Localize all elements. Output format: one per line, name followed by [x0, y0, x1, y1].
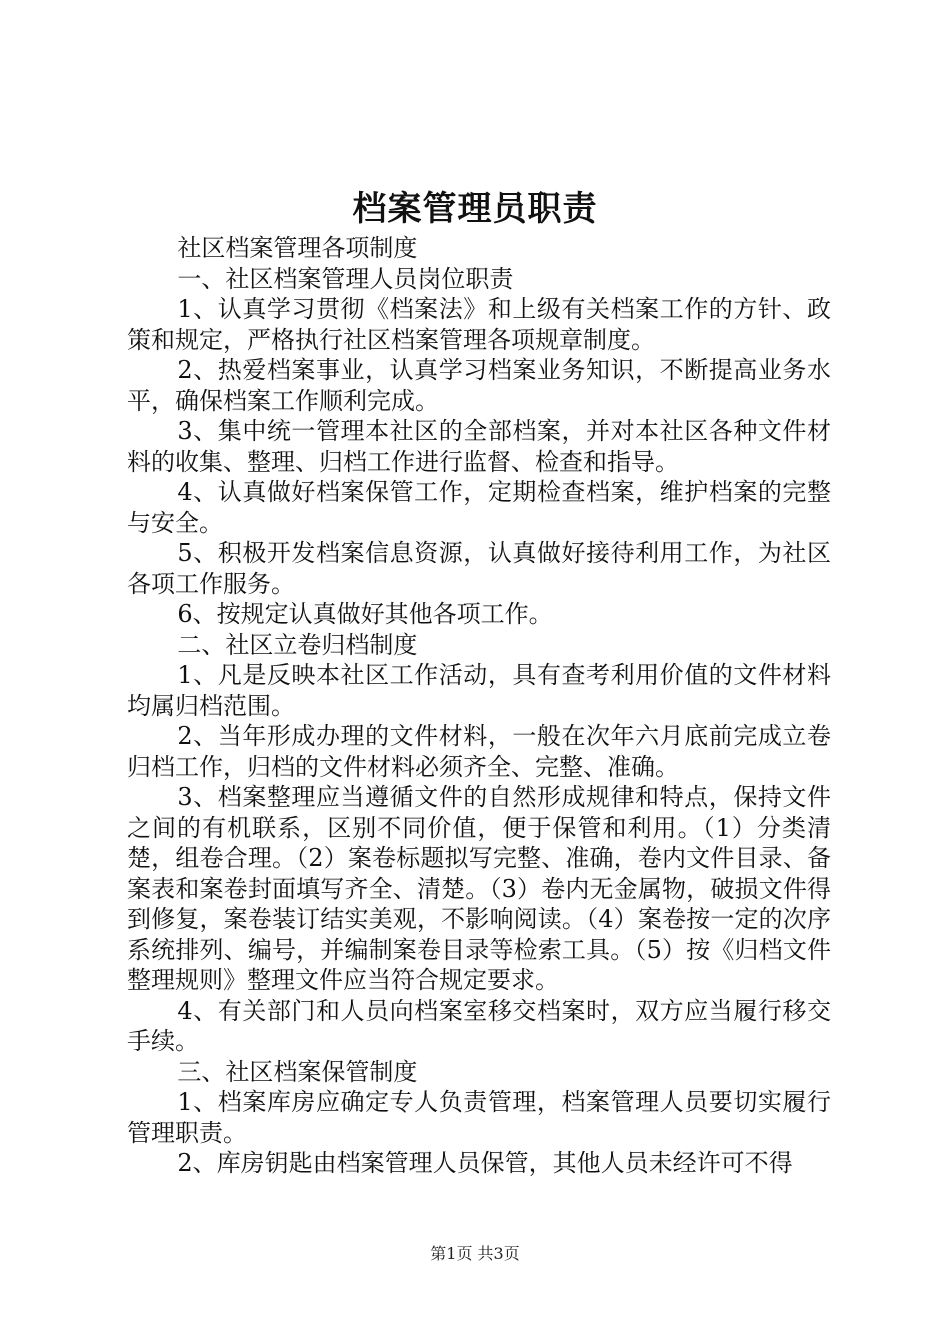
- paragraph-heading-system: 社区档案管理各项制度: [177, 234, 418, 262]
- paragraph: 2、热爱档案事业，认真学习档案业务知识，不断提高业务水平，确保档案工作顺利完成。: [127, 356, 831, 415]
- document-title: 档案管理员职责: [352, 189, 598, 229]
- section-heading-2: 二、社区立卷归档制度: [177, 630, 418, 659]
- page-footer: 第1页 共3页: [430, 1244, 520, 1263]
- section-heading-3: 三、社区档案保管制度: [177, 1057, 418, 1086]
- paragraph: 3、档案整理应当遵循文件的自然形成规律和特点，保持文件之间的有机联系，区别不同价值，便于保管和利用。（1）分类清楚，组卷合理。（2）案卷标题拟写完整、准确，卷内文件目录、备案表和案卷封面填写齐全、清楚。（3）卷内无金属物，破损文件得到修复，案卷装订结实美观，不影响阅读。（4）案卷按一定的次序系统排列、编号，并编制案卷目录等检索工具。（5）按《归档文件整理规则》整理文件应当符合规定要求。: [127, 783, 831, 994]
- paragraph: 4、有关部门和人员向档案室移交档案时，双方应当履行移交手续。: [127, 996, 831, 1055]
- section-heading-1: 一、社区档案管理人员岗位职责: [177, 264, 514, 293]
- paragraph: 1、档案库房应确定专人负责管理，档案管理人员要切实履行管理职责。: [127, 1088, 831, 1147]
- paragraph: 1、认真学习贯彻《档案法》和上级有关档案工作的方针、政策和规定，严格执行社区档案管理各项规章制度。: [127, 295, 831, 354]
- paragraph: 4、认真做好档案保管工作，定期检查档案，维护档案的完整与安全。: [127, 478, 831, 537]
- paragraph: 3、集中统一管理本社区的全部档案，并对本社区各种文件材料的收集、整理、归档工作进行监督、检查和指导。: [127, 417, 831, 476]
- document-body: [127, 233, 831, 1179]
- paragraph: 5、积极开发档案信息资源，认真做好接待利用工作，为社区各项工作服务。: [127, 539, 831, 598]
- paragraph: 6、按规定认真做好其他各项工作。: [177, 600, 553, 628]
- paragraph: 1、凡是反映本社区工作活动，具有查考利用价值的文件材料均属归档范围。: [127, 661, 831, 720]
- paragraph: 2、库房钥匙由档案管理人员保管，其他人员未经许可不得: [177, 1149, 793, 1177]
- paragraph: 2、当年形成办理的文件材料，一般在次年六月底前完成立卷归档工作，归档的文件材料必须齐全、完整、准确。: [127, 722, 831, 781]
